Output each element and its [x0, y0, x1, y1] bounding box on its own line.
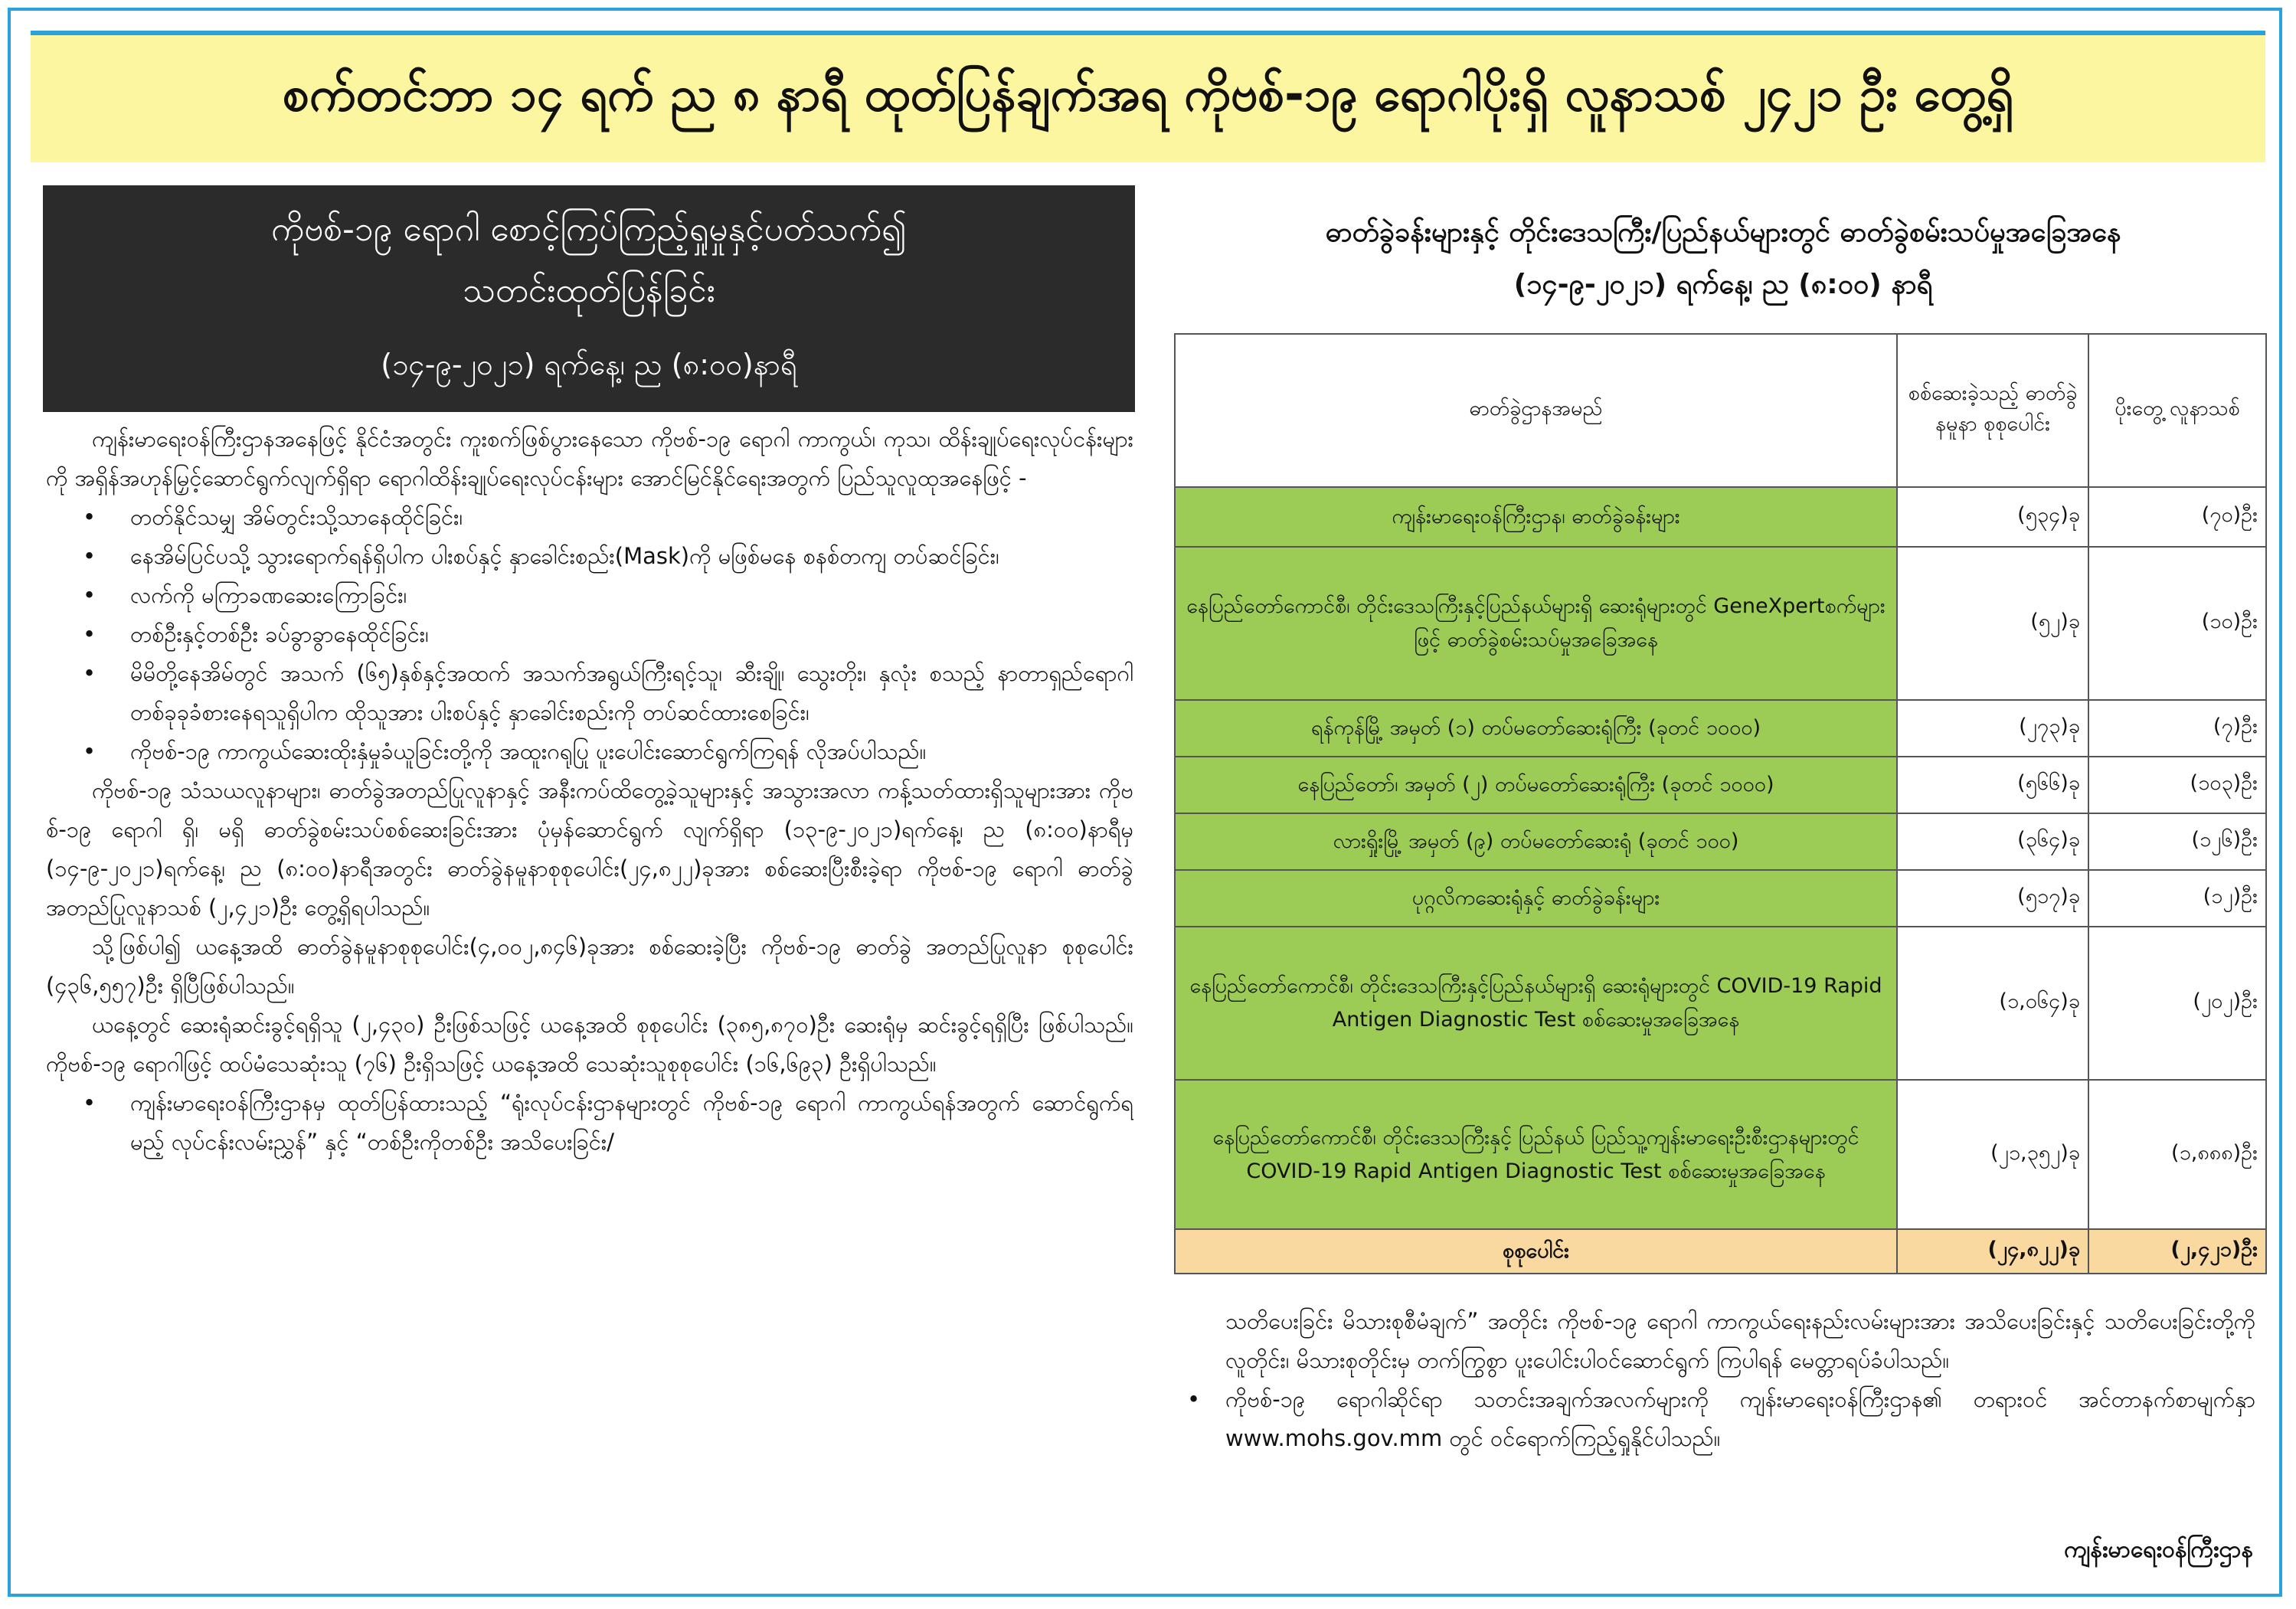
total-label: စုစုပေါင်း [1175, 1229, 1897, 1274]
positive-count: (၇၀)ဦး [2088, 487, 2266, 547]
bullet-icon: • [1187, 1386, 1201, 1412]
table-row [1175, 813, 2266, 870]
table-heading [1172, 207, 2275, 311]
paragraph-totals: သို့ဖြစ်ပါ၍ ယနေ့အထိ ဓာတ်ခွဲနမူနာစုစုပေါင်း(၄,၀၀၂,၈၄၆)ခုအား စစ်ဆေးခဲ့ပြီး ကိုဗစ်-၁၉ ဓာတ်ခွဲ အတည်ပြုလူနာ စုစုပေါင်း (၄၃၆,၅၅၇)ဦး ရှိပြီဖြစ်ပါသည်။ [46, 934, 1133, 999]
title-line-1: ကိုဗစ်-၁၉ ရောဂါ စောင့်ကြပ်ကြည့်ရှုမှုနှင့်ပတ်သက်၍ [271, 210, 907, 249]
list-item-text: တစ်ဦးနှင့်တစ်ဦး ခပ်ခွာခွာနေထိုင်ခြင်း၊ [130, 621, 429, 647]
list-item [83, 1084, 1133, 1162]
list-item [83, 576, 1133, 615]
ministry-signature: ကျန်းမာရေးဝန်ကြီးဌာန [2064, 1536, 2253, 1563]
lab-name: ပုဂ္ဂလိကဆေးရုံနှင့် ဓာတ်ခွဲခန်းများ [1175, 870, 1897, 927]
lab-name: ကျန်းမာရေးဝန်ကြီးဌာန၊ ဓာတ်ခွဲခန်းများ [1175, 487, 1897, 547]
list-item-text: ကိုဗစ်-၁၉ ကာကွယ်ဆေးထိုးနှံမှုခံယူခြင်းတို့ကို အထူးဂရုပြု ပူးပေါင်းဆောင်ရွက်ကြရန် လိုအပ်ပါသည်။ [130, 738, 927, 764]
paragraph-family-plan: သတိပေးခြင်း မိသားစုစီမံချက်” အတိုင်း ကိုဗစ်-၁၉ ရောဂါ ကာကွယ်ရေးနည်းလမ်းများအား အသိပေးခြင်းနှင့် သတိပေးခြင်းတို့ကို လူတိုင်း၊ မိသားစုတိုင်းမှ တက်ကြွစွာ ပူးပေါင်းပါဝင်ဆောင်ရွက် ကြပါရန် မေတ္တာရပ်ခံပါသည်။ [1225, 1308, 2255, 1373]
table-header-row [1175, 334, 2266, 487]
paragraph-testing: ကိုဗစ်-၁၉ သံသယလူနာများ၊ ဓာတ်ခွဲအတည်ပြုလူနာနှင့် အနီးကပ်ထိတွေ့ခဲ့သူများနှင့် အသွားအလာ ကန့်သတ်ထားရှိသူများအား ကိုဗစ်-၁၉ ရောဂါ ရှိ၊ မရှိ ဓာတ်ခွဲစမ်းသပ်စစ်ဆေးခြင်းအား ပုံမှန်ဆောင်ရွက် လျက်ရှိရာ (၁၃-၉-၂၀၂၁)ရက်နေ့၊ ည (၈:၀၀)နာရီမှ (၁၄-၉-၂၀၂၁)ရက်နေ့၊ ည (၈:၀၀)နာရီအတွင်း ဓာတ်ခွဲနမူနာစုစုပေါင်း(၂၄,၈၂၂)ခုအား စစ်ဆေးပြီးစီးခဲ့ရာ ကိုဗစ်-၁၉ ရောဂါ ဓာတ်ခွဲအတည်ပြုလူနာသစ် (၂,၄၂၁)ဦး တွေ့ရှိရပါသည်။ [46, 777, 1133, 921]
lab-name: လားရှိုးမြို့ အမှတ် (၉) တပ်မတော်ဆေးရုံ (ခုတင် ၁၀၀) [1175, 813, 1897, 870]
headline: စက်တင်ဘာ ၁၄ ရက် ည ၈ နာရီ ထုတ်ပြန်ချက်အရ ကိုဗစ်-၁၉ ရောဂါပိုးရှိ လူနာသစ် ၂၄၂၁ ဦး တွေ့ရှိ [31, 31, 2265, 162]
table-row [1175, 870, 2266, 927]
lab-name: နေပြည်တော်ကောင်စီ၊ တိုင်းဒေသကြီးနှင့်ပြည်နယ်များရှိ ဆေးရုံများတွင် COVID-19 Rapid Antigen Diagnostic Test စစ်ဆေးမှုအခြေအနေ [1175, 927, 1897, 1080]
samples-count: (၃၆၄)ခု [1897, 813, 2088, 870]
positive-count: (၁၂၆)ဦး [2088, 813, 2266, 870]
list-item-text: ကျန်းမာရေးဝန်ကြီးဌာနမှ ထုတ်ပြန်ထားသည့် “ရုံးလုပ်ငန်းဌာနများတွင် ကိုဗစ်-၁၉ ရောဂါ ကာကွယ်ရန်အတွက် ဆောင်ရွက်ရမည့် လုပ်ငန်းလမ်းညွှန်” နှင့် “တစ်ဦးကိုတစ်ဦး အသိပေးခြင်း/ [130, 1090, 1133, 1155]
paragraph-discharges: ယနေ့တွင် ဆေးရုံဆင်းခွင့်ရရှိသူ (၂,၄၃၀) ဦးဖြစ်သဖြင့် ယနေ့အထိ စုစုပေါင်း (၃၈၅,၈၇၀)ဦး ဆေးရုံမှ ဆင်းခွင့်ရရှိပြီး ဖြစ်ပါသည်။ ကိုဗစ်-၁၉ ရောဂါဖြင့် ထပ်မံသေဆုံးသူ (၇၆) ဦးရှိသဖြင့် ယနေ့အထိ သေဆုံးသူစုစုပေါင်း (၁၆,၆၉၃) ဦးရှိပါသည်။ [46, 1012, 1133, 1077]
column-header-positive: ပိုးတွေ့ လူနာသစ် [2088, 334, 2266, 487]
table-heading-date: (၁၄-၉-၂၀၂၁) ရက်နေ့၊ ည (၈:၀၀) နာရီ [1513, 269, 1933, 300]
website-text: ကိုဗစ်-၁၉ ရောဂါဆိုင်ရာ သတင်းအချက်အလက်များကို ကျန်းမာရေးဝန်ကြီးဌာန၏ တရားဝင် အင်တာနက်စာမျက်နှာ www.mohs.gov.mm တွင် ဝင်ရောက်ကြည့်ရှုနိုင်ပါသည်။ [1225, 1386, 2255, 1451]
title-line-2: သတင်းထုတ်ပြန်ခြင်း [463, 271, 715, 310]
samples-count: (၅၆၆)ခု [1897, 757, 2088, 813]
guideline-list [46, 1084, 1133, 1162]
list-item-text: နေအိမ်ပြင်ပသို့ သွားရောက်ရန်ရှိပါက ပါးစပ်နှင့် နှာခေါင်းစည်း(Mask)ကို မဖြစ်မနေ စနစ်တကျ တပ်ဆင်ခြင်း၊ [130, 543, 999, 569]
list-item [83, 732, 1133, 771]
lab-name: နေပြည်တော်ကောင်စီ၊ တိုင်းဒေသကြီးနှင့် ပြည်နယ် ပြည်သူ့ကျန်းမာရေးဦးစီးဌာနများတွင် COVID-19 Rapid Antigen Diagnostic Test စစ်ဆေးမှုအခြေအနေ [1175, 1080, 1897, 1229]
bullet-icon: • [83, 660, 96, 686]
lab-name: နေပြည်တော်၊ အမှတ် (၂) တပ်မတော်ဆေးရုံကြီး (ခုတင် ၁၀၀၀) [1175, 757, 1897, 813]
list-item [83, 498, 1133, 537]
samples-count: (၁,၀၆၄)ခု [1897, 927, 2088, 1080]
bullet-icon: • [83, 543, 96, 569]
total-samples: (၂၄,၈၂၂)ခု [1897, 1229, 2088, 1274]
positive-count: (၁၂)ဦး [2088, 870, 2266, 927]
title-date: (၁၄-၉-၂၀၂၁) ရက်နေ့၊ ည (၈:၀၀)နာရီ [381, 348, 797, 381]
bullet-icon: • [83, 621, 96, 647]
total-positive: (၂,၄၂၁)ဦး [2088, 1229, 2266, 1274]
table-row [1175, 1080, 2266, 1229]
press-release-title-box [43, 185, 1135, 412]
list-item [83, 537, 1133, 576]
samples-count: (၅၁၇)ခု [1897, 870, 2088, 927]
lab-name: ရန်ကုန်မြို့ အမှတ် (၁) တပ်မတော်ဆေးရုံကြီး (ခုတင် ၁၀၀၀) [1175, 700, 1897, 757]
advice-list [46, 498, 1133, 771]
column-header-lab: ဓာတ်ခွဲဌာနအမည် [1175, 334, 1897, 487]
table-row [1175, 487, 2266, 547]
lab-name: နေပြည်တော်ကောင်စီ၊ တိုင်းဒေသကြီးနှင့်ပြည်နယ်များရှိ ဆေးရုံများတွင် GeneXpertစက်များဖြင့် ဓာတ်ခွဲစမ်းသပ်မှုအခြေအနေ [1175, 547, 1897, 700]
list-item [83, 654, 1133, 732]
table-row [1175, 927, 2266, 1080]
positive-count: (၁၀)ဦး [2088, 547, 2266, 700]
positive-count: (၂၀၂)ဦး [2088, 927, 2266, 1080]
table-row [1175, 547, 2266, 700]
paragraph-website [1187, 1380, 2255, 1458]
list-item-text: တတ်နိုင်သမျှ အိမ်တွင်းသို့သာနေထိုင်ခြင်း၊ [130, 504, 463, 530]
paragraph-intro: ကျန်းမာရေးဝန်ကြီးဌာနအနေဖြင့် နိုင်ငံအတွင်း ကူးစက်ဖြစ်ပွားနေသော ကိုဗစ်-၁၉ ရောဂါ ကာကွယ်၊ ကုသ၊ ထိန်းချုပ်ရေးလုပ်ငန်းများကို အရှိန်အဟုန်မြှင့်ဆောင်ရွက်လျက်ရှိရာ ရောဂါထိန်းချုပ်ရေးလုပ်ငန်းများ အောင်မြင်နိုင်ရေးအတွက် ပြည်သူလူထုအနေဖြင့် - [46, 426, 1133, 491]
press-release-body [46, 420, 1133, 1599]
list-item [83, 615, 1133, 654]
table-row [1175, 700, 2266, 757]
samples-count: (၂၁,၃၅၂)ခု [1897, 1080, 2088, 1229]
table-total-row [1175, 1229, 2266, 1274]
table-heading-line-1: ဓာတ်ခွဲခန်းများနှင့် တိုင်းဒေသကြီး/ပြည်နယ်များတွင် ဓာတ်ခွဲစမ်းသပ်မှုအခြေအနေ [1325, 217, 2121, 248]
bullet-icon: • [83, 504, 96, 530]
closing-text [1187, 1302, 2255, 1458]
lab-results-table [1174, 333, 2267, 1274]
bullet-icon: • [83, 738, 96, 764]
list-item-text: မိမိတို့နေအိမ်တွင် အသက် (၆၅)နှစ်နှင့်အထက် အသက်အရွယ်ကြီးရင့်သူ၊ ဆီးချို၊ သွေးတိုး၊ နှလုံး စသည့် နာတာရှည်ရောဂါတစ်ခုခုခံစားနေရသူရှိပါက ထိုသူအား ပါးစပ်နှင့် နှာခေါင်းစည်းကို တပ်ဆင်ထားစေခြင်း၊ [130, 660, 1133, 725]
bullet-icon: • [83, 1090, 96, 1116]
list-item-text: လက်ကို မကြာခဏဆေးကြောခြင်း၊ [130, 582, 407, 608]
samples-count: (၅၃၄)ခု [1897, 487, 2088, 547]
samples-count: (၂၇၃)ခု [1897, 700, 2088, 757]
positive-count: (၁၀၃)ဦး [2088, 757, 2266, 813]
table-row [1175, 757, 2266, 813]
positive-count: (၁,၈၈၈)ဦး [2088, 1080, 2266, 1229]
column-header-samples: စစ်ဆေးခဲ့သည့် ဓာတ်ခွဲနမူနာ စုစုပေါင်း [1897, 334, 2088, 487]
positive-count: (၇)ဦး [2088, 700, 2266, 757]
samples-count: (၅၂)ခု [1897, 547, 2088, 700]
bullet-icon: • [83, 582, 96, 608]
